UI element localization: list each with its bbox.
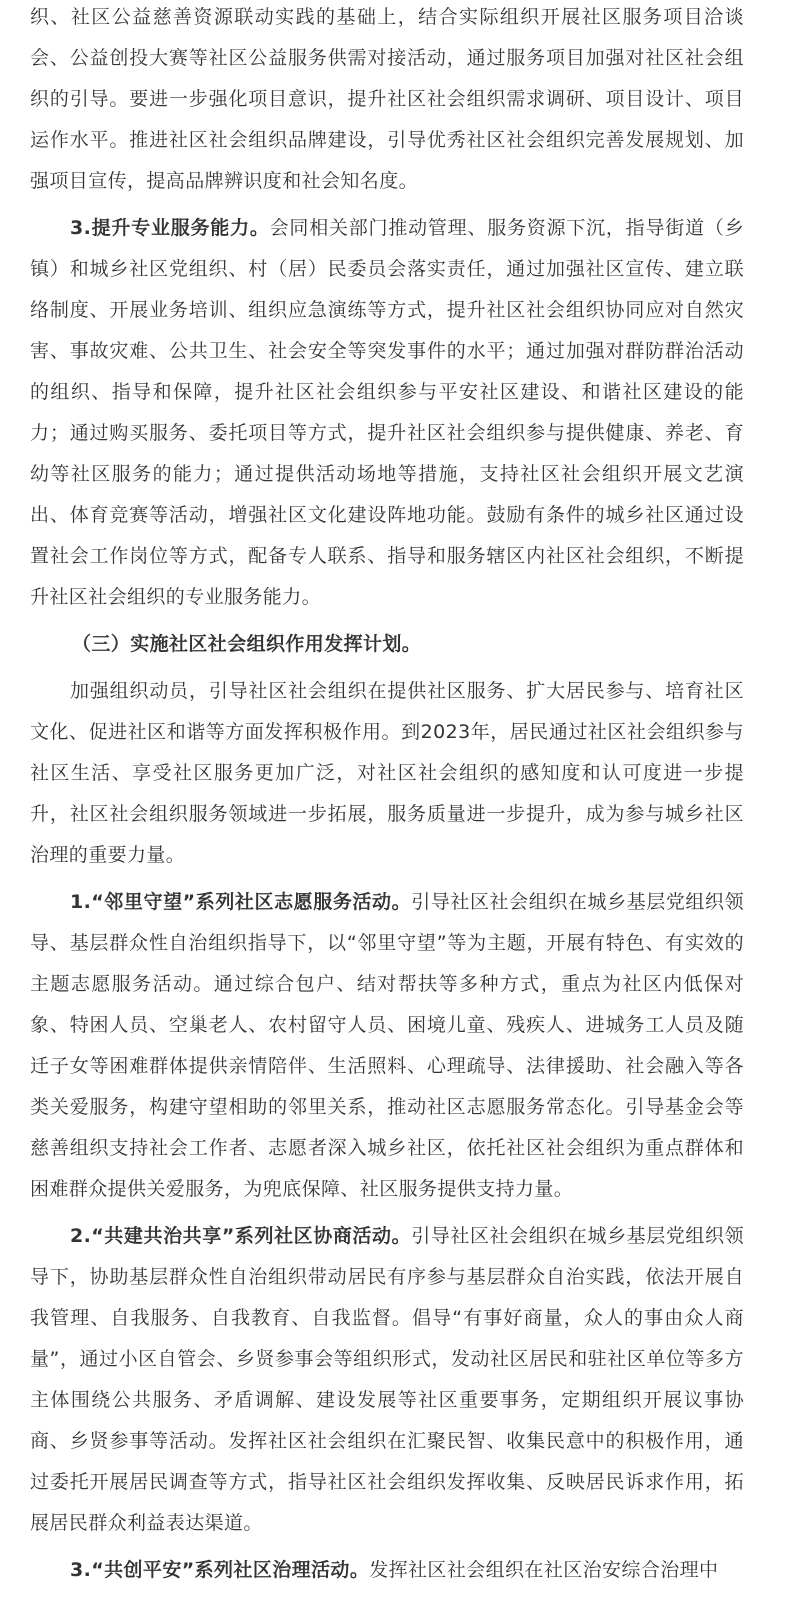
section-heading-role-plan: （三）实施社区社会组织作用发挥计划。 — [72, 633, 422, 655]
paragraph-organization-mobilization — [30, 671, 744, 876]
paragraph-co-governance — [30, 1216, 744, 1544]
paragraph-safety — [30, 1550, 744, 1591]
paragraph-neighbor-watch — [30, 882, 744, 1210]
paragraph-text: 引导社区社会组织在城乡基层党组织领导下，协助基层群众性自治组织带动居民有序参与基层群众自治实践，依法开展自我管理、自我服务、自我教育、自我监督。倡导“有事好商量，众人的事由众人商量”，通过小区自管会、乡贤参事会等组织形式，发动社区居民和驻社区单位等多方主体围绕公共服务、矛盾调解、建设发展等社区重要事务，定期组织开展议事协商、乡贤参事等活动。发挥社区社会组织在汇聚民智、收集民意中的积极作用，通过委托开展居民调查等方式，指导社区社会组织发挥收集、反映居民诉求作用，拓展居民群众利益表达渠道。 — [30, 1225, 744, 1534]
paragraph-lead: 1.“邻里守望”系列社区志愿服务活动。 — [70, 891, 412, 913]
paragraph-text: 织、社区公益慈善资源联动实践的基础上，结合实际组织开展社区服务项目洽谈会、公益创投大赛等社区公益服务供需对接活动，通过服务项目加强对社区社会组织的引导。要进一步强化项目意识，提升社区社会组织需求调研、项目设计、项目运作水平。推进社区社会组织品牌建设，引导优秀社区社会组织完善发展规划、加强项目宣传，提高品牌辨识度和社会知名度。 — [30, 6, 744, 192]
paragraph-text: 发挥社区社会组织在社区治安综合治理中 — [369, 1559, 719, 1581]
paragraph-text: 引导社区社会组织在城乡基层党组织领导、基层群众性自治组织指导下，以“邻里守望”等为主题，开展有特色、有实效的主题志愿服务活动。通过综合包户、结对帮扶等多种方式，重点为社区内低保对象、特困人员、空巢老人、农村留守人员、困境儿童、残疾人、进城务工人员及随迁子女等困难群体提供亲情陪伴、生活照料、心理疏导、法律援助、社会融入等各类关爱服务，构建守望相助的邻里关系，推动社区志愿服务常态化。引导基金会等慈善组织支持社会工作者、志愿者深入城乡社区，依托社区社会组织为重点群体和困难群众提供关爱服务，为兜底保障、社区服务提供支持力量。 — [30, 891, 744, 1200]
paragraph-lead: 3.“共创平安”系列社区治理活动。 — [70, 1559, 370, 1581]
paragraph-project-branding — [30, 0, 744, 202]
paragraph-lead: 3.提升专业服务能力。 — [70, 217, 270, 239]
paragraph-professional-service — [30, 208, 744, 618]
paragraph-text: 加强组织动员，引导社区社会组织在提供社区服务、扩大居民参与、培育社区文化、促进社区和谐等方面发挥积极作用。到2023年，居民通过社区社会组织参与社区生活、享受社区服务更加广泛，对社区社会组织的感知度和认可度进一步提升，社区社会组织服务领域进一步拓展，服务质量进一步提升，成为参与城乡社区治理的重要力量。 — [30, 680, 744, 866]
paragraph-lead: 2.“共建共治共享”系列社区协商活动。 — [70, 1225, 412, 1247]
paragraph-text: 会同相关部门推动管理、服务资源下沉，指导街道（乡镇）和城乡社区党组织、村（居）民委员会落实责任，通过加强社区宣传、建立联络制度、开展业务培训、组织应急演练等方式，提升社区社会组织协同应对自然灾害、事故灾难、公共卫生、社会安全等突发事件的水平；通过加强对群防群治活动的组织、指导和保障，提升社区社会组织参与平安社区建设、和谐社区建设的能力；通过购买服务、委托项目等方式，提升社区社会组织参与提供健康、养老、育幼等社区服务的能力；通过提供活动场地等措施，支持社区社会组织开展文艺演出、体育竞赛等活动，增强社区文化建设阵地功能。鼓励有条件的城乡社区通过设置社会工作岗位等方式，配备专人联系、指导和服务辖区内社区社会组织，不断提升社区社会组织的专业服务能力。 — [30, 217, 744, 608]
